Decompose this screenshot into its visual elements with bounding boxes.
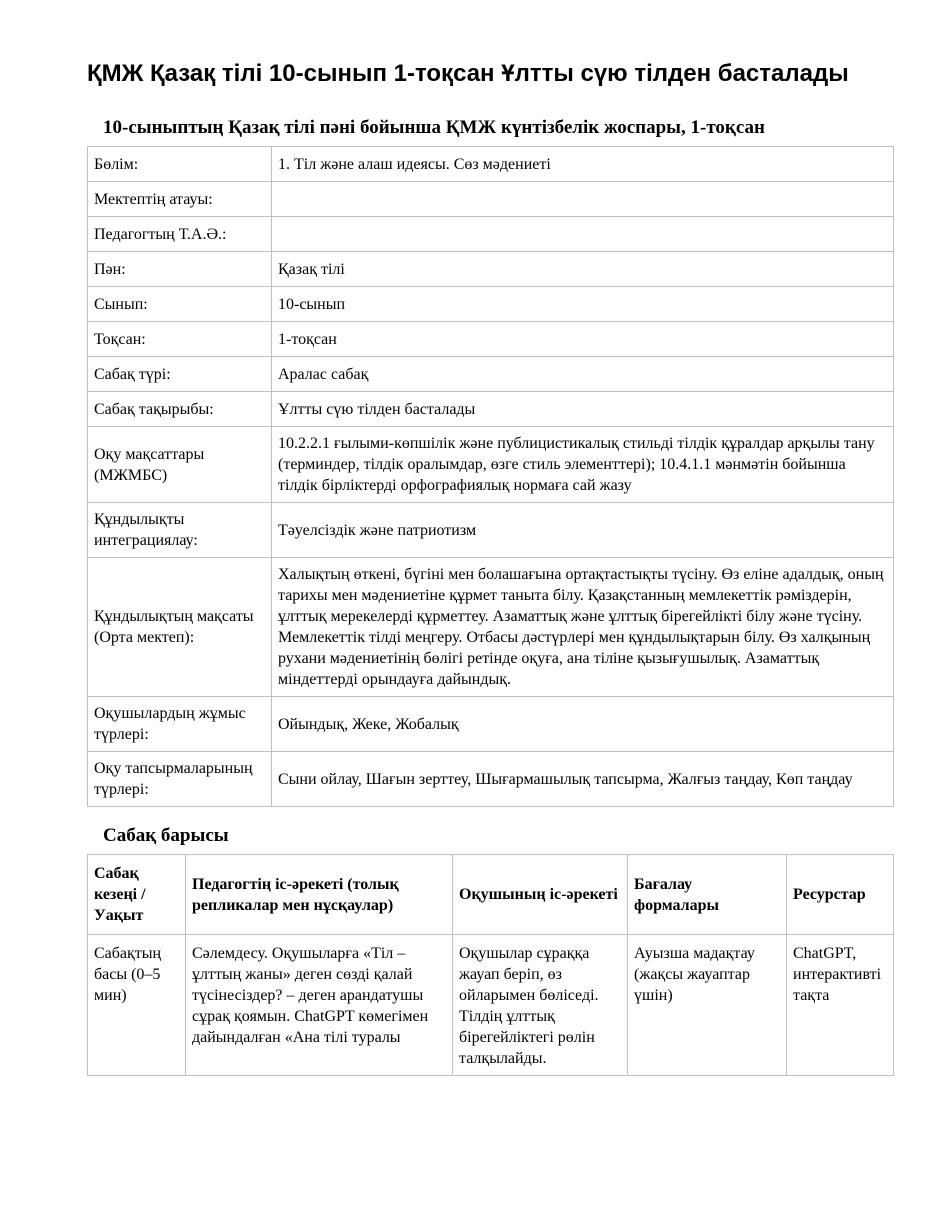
info-label: Мектептің атауы:: [88, 182, 272, 217]
info-value: Ойындық, Жеке, Жобалық: [272, 697, 894, 752]
stage-time-cell: Сабақтың басы (0–5 мин): [88, 935, 186, 1076]
info-value: 10.2.2.1 ғылыми-көпшілік және публицистикалық стильді тілдік құралдар арқылы тану (терминдер, тілдік оралымдар, өзге стиль элементтері); 10.4.1.1 мәнмәтін бойынша тілдік бірліктерді орфографиялық нормаға сай жазу: [272, 427, 894, 503]
info-label: Тоқсан:: [88, 322, 272, 357]
student-activity-cell: Оқушылар сұраққа жауап беріп, өз ойларымен бөліседі. Тілдің ұлттық бірегейліктегі рөлін талқылайды.: [453, 935, 628, 1076]
info-label: Сабақ тақырыбы:: [88, 392, 272, 427]
info-value: Сыни ойлау, Шағын зерттеу, Шығармашылық тапсырма, Жалғыз таңдау, Көп таңдау: [272, 752, 894, 807]
info-value: 1-тоқсан: [272, 322, 894, 357]
course-heading: Сабақ барысы: [103, 825, 229, 846]
table-row: [88, 392, 894, 427]
info-value: Ұлтты сүю тілден басталады: [272, 392, 894, 427]
table-row: [88, 752, 894, 807]
document-page: [87, 58, 893, 1076]
header-student-activity: Оқушының іс-әрекеті: [453, 855, 628, 935]
header-teacher-activity: Педагогтің іс-әрекеті (толық репликалар мен нұсқаулар): [186, 855, 453, 935]
lesson-info-table: [87, 146, 894, 807]
info-label: Оқу тапсырмаларының түрлері:: [88, 752, 272, 807]
lesson-course-table: [87, 854, 894, 1076]
info-value: Аралас сабақ: [272, 357, 894, 392]
table-row: [88, 558, 894, 697]
table-row: [88, 697, 894, 752]
info-value: Халықтың өткені, бүгіні мен болашағына ортақтастықты түсіну. Өз еліне адалдық, оның тарихы мен мәдениетіне құрмет таныта білу. Қазақстанның мемлекеттік рәміздерін, ұлттық мерекелерді құрметтеу. Азаматтық және ұлттық бірегейлікті білу және түсіну. Мемлекеттік тілді меңгеру. Отбасы дәстүрлері мен құндылықтарын білу. Өз халқының рухани мәдениетінің бөлігі ретінде оқуға, ана тіліне қызығушылық. Азаматтық міндеттерді орындауға дайындық.: [272, 558, 894, 697]
assessment-cell: Ауызша мадақтау (жақсы жауаптар үшін): [628, 935, 787, 1076]
info-label: Бөлім:: [88, 147, 272, 182]
header-stage-time: Сабақ кезеңі / Уақыт: [88, 855, 186, 935]
info-value: 10-сынып: [272, 287, 894, 322]
info-value: Қазақ тілі: [272, 252, 894, 287]
info-value: Тәуелсіздік және патриотизм: [272, 503, 894, 558]
table-row: [88, 935, 894, 1076]
table-row: [88, 357, 894, 392]
info-value: [272, 217, 894, 252]
plan-heading: 10-сыныптың Қазақ тілі пәні бойынша ҚМЖ күнтізбелік жоспары, 1-тоқсан: [103, 117, 765, 138]
info-label: Құндылықты интеграциялау:: [88, 503, 272, 558]
teacher-activity-cell: Сәлемдесу. Оқушыларға «Тіл – ұлттың жаны» деген сөзді қалай түсінесіздер? – деген арандатушы сұрақ қоямын. ChatGPT көмегімен дайындалған «Ана тілі туралы: [186, 935, 453, 1076]
table-row: [88, 287, 894, 322]
table-header-row: [88, 855, 894, 935]
document-title: ҚМЖ Қазақ тілі 10-сынып 1-тоқсан Ұлтты сүю тілден басталады: [87, 60, 849, 87]
resources-cell: ChatGPT, интерактивті тақта: [787, 935, 894, 1076]
info-label: Сабақ түрі:: [88, 357, 272, 392]
table-row: [88, 503, 894, 558]
info-label: Құндылықтың мақсаты (Орта мектеп):: [88, 558, 272, 697]
info-label: Оқушылардың жұмыс түрлері:: [88, 697, 272, 752]
header-assessment-forms: Бағалау формалары: [628, 855, 787, 935]
info-value: [272, 182, 894, 217]
info-value: 1. Тіл және алаш идеясы. Сөз мәдениеті: [272, 147, 894, 182]
table-row: [88, 427, 894, 503]
info-label: Педагогтың Т.А.Ә.:: [88, 217, 272, 252]
table-row: [88, 217, 894, 252]
table-row: [88, 322, 894, 357]
header-resources: Ресурстар: [787, 855, 894, 935]
info-label: Оқу мақсаттары (МЖМБС): [88, 427, 272, 503]
table-row: [88, 182, 894, 217]
table-row: [88, 252, 894, 287]
table-row: [88, 147, 894, 182]
info-label: Сынып:: [88, 287, 272, 322]
info-label: Пән:: [88, 252, 272, 287]
